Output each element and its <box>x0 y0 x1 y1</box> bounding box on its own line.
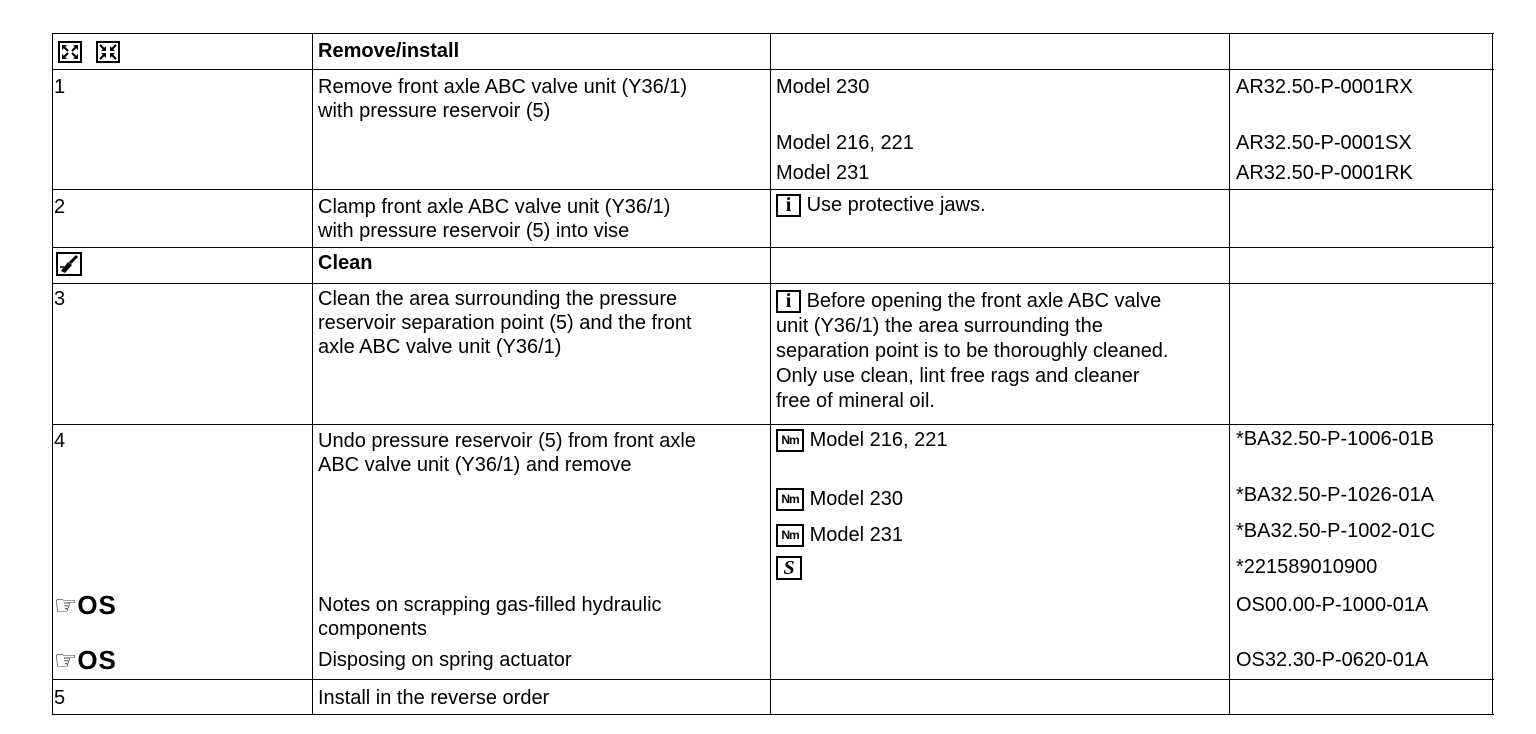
torque-note <box>776 523 903 547</box>
document-reference-link[interactable]: AR32.50-P-0001RX <box>1236 76 1413 98</box>
os-note-description: Disposing on spring actuator <box>318 649 572 671</box>
document-reference-link[interactable]: AR32.50-P-0001RK <box>1236 162 1413 184</box>
step-number: 3 <box>54 288 66 310</box>
step-number: 1 <box>54 76 66 98</box>
tool-reference-link[interactable]: *221589010900 <box>1236 556 1378 578</box>
special-tool-note <box>776 555 802 580</box>
os-note-description <box>318 593 662 641</box>
procedure-table <box>52 33 1494 715</box>
step-description <box>318 287 692 359</box>
step-number: 5 <box>54 687 66 709</box>
step-description <box>318 195 670 243</box>
header-icons <box>58 39 120 63</box>
step-description: Install in the reverse order <box>318 687 550 709</box>
torque-nm-icon[interactable]: Nm <box>776 524 804 547</box>
section-title-remove-install: Remove/install <box>318 40 460 62</box>
step-text-line: Clamp front axle ABC valve unit (Y36/1) <box>318 196 671 218</box>
info-note-text: unit (Y36/1) the area surrounding the <box>776 315 1103 337</box>
os-note-text-line: Notes on scrapping gas-filled hydraulic <box>318 594 662 616</box>
info-note-text: Before opening the front axle ABC valve <box>806 290 1162 312</box>
collapse-icon <box>96 41 120 63</box>
document-reference-link[interactable]: AR32.50-P-0001SX <box>1236 132 1412 154</box>
os-reference-link[interactable]: OS00.00-P-1000-01A <box>1236 594 1429 616</box>
expand-icon <box>58 41 82 63</box>
info-note-text: Use protective jaws. <box>806 194 986 216</box>
model-note: Model 231 <box>809 524 903 546</box>
step-text-line: ABC valve unit (Y36/1) and remove <box>318 454 632 476</box>
clean-icon <box>56 251 82 276</box>
step-number: 2 <box>54 196 66 218</box>
column-divider-2 <box>770 33 771 715</box>
pointing-hand-icon: ☞ <box>54 645 78 675</box>
model-note: Model 216, 221 <box>809 429 948 451</box>
step-text-line: axle ABC valve unit (Y36/1) <box>318 336 562 358</box>
row-divider <box>52 247 1494 248</box>
table-border-top <box>52 33 1494 34</box>
os-note-text-line: components <box>318 618 427 640</box>
section-title-clean: Clean <box>318 252 373 274</box>
row-divider <box>52 424 1494 425</box>
row-divider <box>52 679 1494 680</box>
model-note: Model 230 <box>776 76 870 98</box>
table-border-right <box>1492 33 1493 715</box>
os-label: OS <box>77 590 117 620</box>
step-text-line: Remove front axle ABC valve unit (Y36/1) <box>318 76 688 98</box>
column-divider-1 <box>312 33 313 715</box>
info-note <box>776 289 1169 414</box>
model-note: Model 216, 221 <box>776 132 914 154</box>
model-note: Model 231 <box>776 162 870 184</box>
step-description <box>318 75 687 123</box>
torque-nm-icon[interactable]: Nm <box>776 429 804 452</box>
torque-note <box>776 487 903 511</box>
document-reference-link[interactable]: *BA32.50-P-1002-01C <box>1236 520 1436 542</box>
step-text-line: Undo pressure reservoir (5) from front axle <box>318 430 696 452</box>
os-reference-link[interactable]: OS32.30-P-0620-01A <box>1236 649 1429 671</box>
cleaning-brush-icon <box>56 252 82 276</box>
step-text-line: Clean the area surrounding the pressure <box>318 288 678 310</box>
row-divider <box>52 283 1494 284</box>
step-text-line: with pressure reservoir (5) <box>318 100 551 122</box>
info-icon[interactable]: i <box>776 194 801 217</box>
torque-note <box>776 428 947 452</box>
step-text-line: with pressure reservoir (5) into vise <box>318 220 630 242</box>
table-border-left <box>52 33 53 715</box>
os-label: OS <box>77 645 117 675</box>
step-text-line: reservoir separation point (5) and the front <box>318 312 692 334</box>
os-note-marker <box>54 592 117 620</box>
torque-nm-icon[interactable]: Nm <box>776 488 804 511</box>
pointing-hand-icon: ☞ <box>54 590 78 620</box>
row-divider <box>52 69 1494 70</box>
model-note: Model 230 <box>809 488 903 510</box>
os-note-marker <box>54 647 117 675</box>
info-note-text: Only use clean, lint free rags and cleaner <box>776 365 1140 387</box>
info-note-text: free of mineral oil. <box>776 390 935 412</box>
special-tool-icon[interactable]: S <box>776 556 802 580</box>
info-note-text: separation point is to be thoroughly cleaned. <box>776 340 1169 362</box>
document-reference-link[interactable]: *BA32.50-P-1026-01A <box>1236 484 1434 506</box>
table-border-bottom <box>52 714 1494 715</box>
document-reference-link[interactable]: *BA32.50-P-1006-01B <box>1236 428 1434 450</box>
info-note <box>776 193 986 217</box>
step-number: 4 <box>54 430 66 452</box>
step-description <box>318 429 696 477</box>
row-divider <box>52 189 1494 190</box>
column-divider-3 <box>1229 33 1230 715</box>
info-icon[interactable]: i <box>776 290 801 313</box>
